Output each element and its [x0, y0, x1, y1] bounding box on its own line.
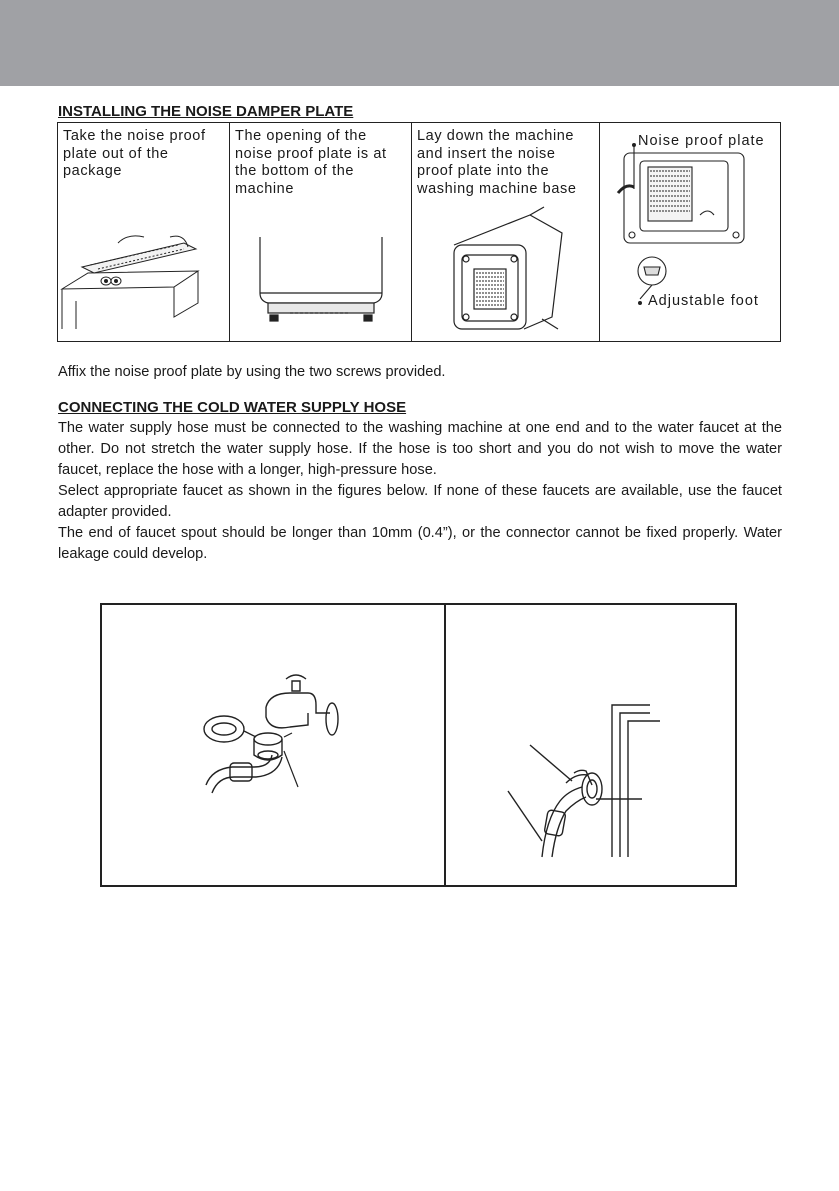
non-threaded-faucet-illustration: [446, 605, 734, 885]
step-3-cell: [412, 123, 600, 341]
affix-note: Affix the noise proof plate by using the two screws provided.: [58, 364, 446, 380]
plate-and-foot-diagram: [600, 123, 782, 343]
insert-plate-illustration: [412, 123, 600, 343]
header-band: [0, 0, 839, 86]
noise-proof-plate-label: Noise proof plate: [638, 133, 765, 149]
step-3-text: Lay down the machine and insert the noise proof plate into the washing machine base: [417, 128, 577, 197]
cold-water-paragraph-1: The water supply hose must be connected to the washing machine at one end and to the water faucet at the other. Do not stretch the water supply hose. If the hose is too short and you do not wish to move the water faucet, replace the hose with a longer, high-pressure hose.: [58, 420, 782, 478]
cold-water-heading: CONNECTING THE COLD WATER SUPPLY HOSE: [58, 399, 407, 416]
cold-water-paragraph-2: Select appropriate faucet as shown in the figures below. If none of these faucets are available, use the faucet adapter provided.: [58, 483, 782, 520]
package-illustration: [58, 123, 230, 343]
threaded-faucet-illustration: [102, 605, 444, 885]
noise-damper-steps-table: [57, 122, 781, 342]
machine-bottom-illustration: [230, 123, 412, 343]
step-2-cell: [230, 123, 412, 341]
step-1-cell: [58, 123, 230, 341]
cold-water-paragraph-3: The end of faucet spout should be longer than 10mm (0.4”), or the connector cannot be fixed properly. Water leakage could develop.: [58, 525, 782, 562]
non-threaded-faucet-figure: [446, 605, 735, 885]
callout-dot-foot: [638, 301, 642, 305]
step-4-cell: [600, 123, 780, 341]
callout-dot-plate: [632, 143, 636, 147]
step-1-text: Take the noise proof plate out of the package: [63, 128, 206, 179]
threaded-faucet-figure: [102, 605, 446, 885]
faucet-figures-box: [100, 603, 737, 887]
step-2-text: The opening of the noise proof plate is at the bottom of the machine: [235, 128, 387, 197]
adjustable-foot-label: Adjustable foot: [648, 293, 759, 309]
noise-damper-heading: INSTALLING THE NOISE DAMPER PLATE: [58, 103, 354, 120]
